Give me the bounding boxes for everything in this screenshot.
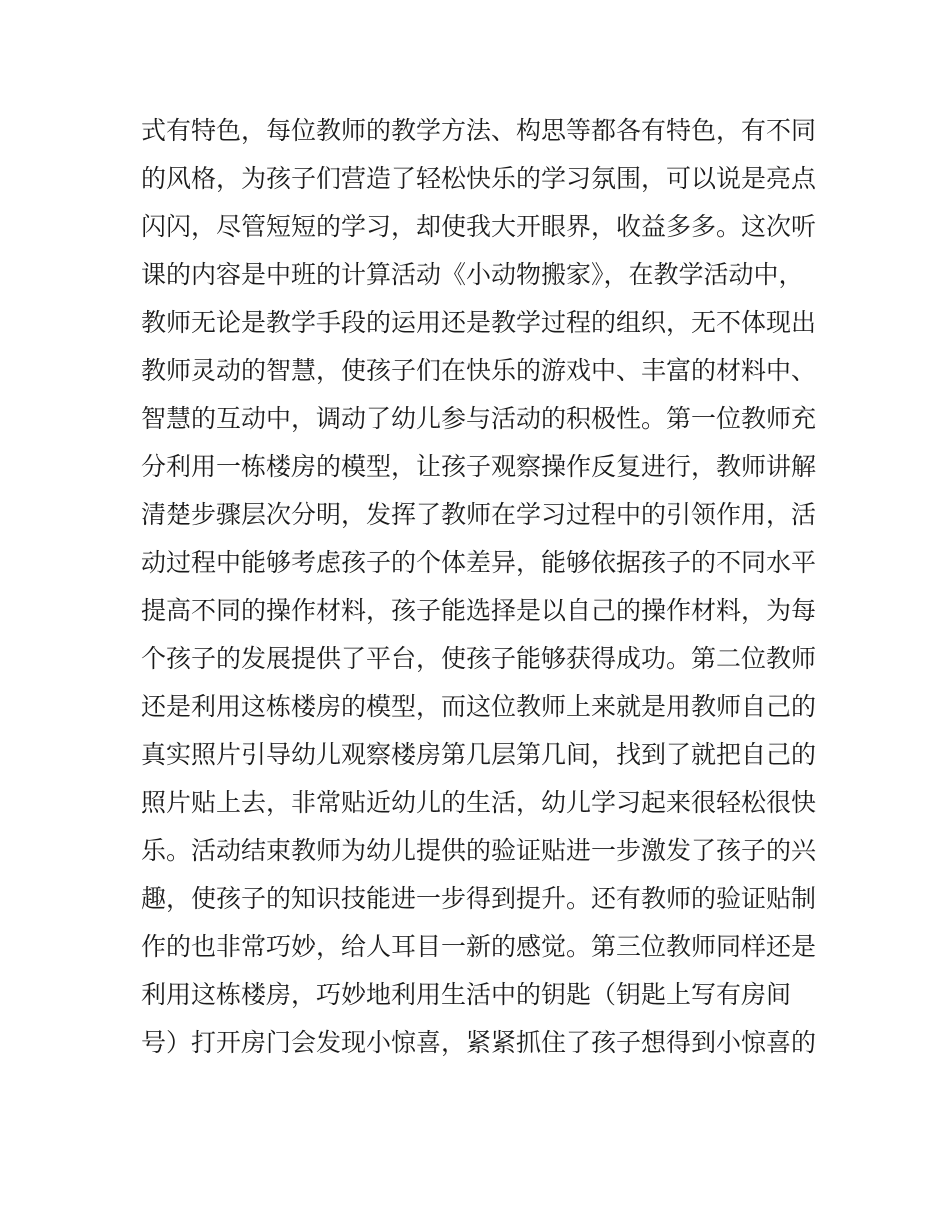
text-line: 课的内容是中班的计算活动《小动物搬家》，在教学活动中， bbox=[141, 260, 804, 289]
text-line: 还是利用这栋楼房的模型，而这位教师上来就是用教师自己的 bbox=[141, 692, 817, 721]
text-line: 闪闪，尽管短短的学习，却使我大开眼界，收益多多。这次听 bbox=[141, 212, 817, 241]
text-line: 教师无论是教学手段的运用还是教学过程的组织，无不体现出 bbox=[141, 308, 817, 337]
text-line: 趣，使孩子的知识技能进一步得到提升。还有教师的验证贴制 bbox=[141, 884, 817, 913]
text-line: 利用这栋楼房，巧妙地利用生活中的钥匙（钥匙上写有房间 bbox=[141, 980, 792, 1009]
text-line: 个孩子的发展提供了平台，使孩子能够获得成功。第二位教师 bbox=[141, 644, 817, 673]
text-line: 清楚步骤层次分明，发挥了教师在学习过程中的引领作用，活 bbox=[141, 500, 817, 529]
text-line: 照片贴上去，非常贴近幼儿的生活，幼儿学习起来很轻松很快 bbox=[141, 788, 817, 817]
text-line: 分利用一栋楼房的模型，让孩子观察操作反复进行，教师讲解 bbox=[141, 452, 817, 481]
document-body bbox=[141, 107, 821, 1067]
text-line: 式有特色，每位教师的教学方法、构思等都各有特色，有不同 bbox=[141, 116, 817, 145]
text-line: 作的也非常巧妙，给人耳目一新的感觉。第三位教师同样还是 bbox=[141, 932, 817, 961]
text-line: 的风格，为孩子们营造了轻松快乐的学习氛围，可以说是亮点 bbox=[141, 164, 817, 193]
text-line: 乐。活动结束教师为幼儿提供的验证贴进一步激发了孩子的兴 bbox=[141, 836, 817, 865]
text-line: 动过程中能够考虑孩子的个体差异，能够依据孩子的不同水平 bbox=[141, 548, 817, 577]
text-line: 提高不同的操作材料，孩子能选择是以自己的操作材料，为每 bbox=[141, 596, 817, 625]
text-line: 教师灵动的智慧，使孩子们在快乐的游戏中、丰富的材料中、 bbox=[141, 356, 817, 385]
text-line: 真实照片引导幼儿观察楼房第几层第几间，找到了就把自己的 bbox=[141, 740, 817, 769]
text-line: 号）打开房门会发现小惊喜，紧紧抓住了孩子想得到小惊喜的 bbox=[141, 1028, 817, 1057]
text-line: 智慧的互动中，调动了幼儿参与活动的积极性。第一位教师充 bbox=[141, 404, 817, 433]
